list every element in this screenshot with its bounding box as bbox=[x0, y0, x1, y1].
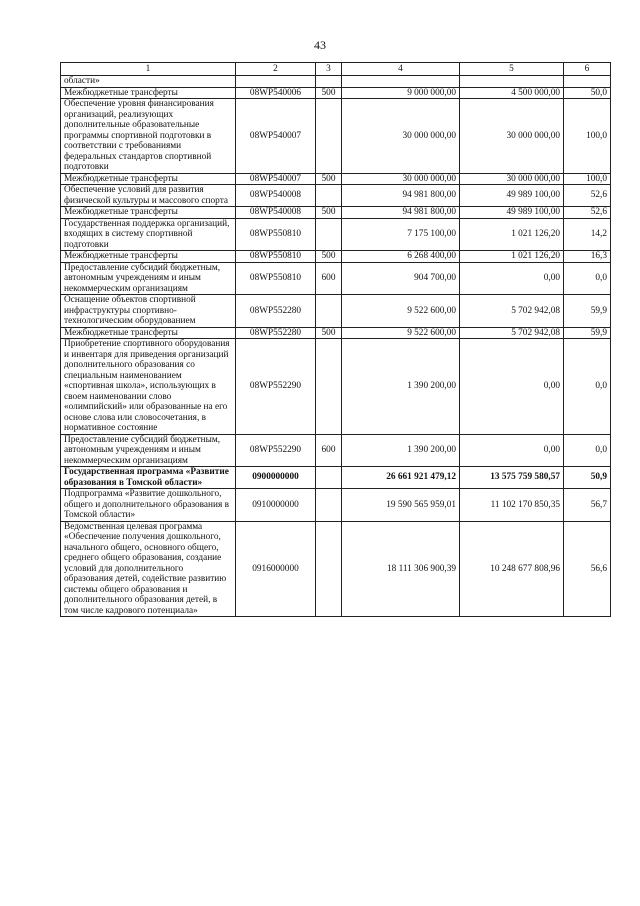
row-plan-amount-cell: 94 981 800,00 bbox=[342, 185, 460, 207]
row-code-cell: 08WP552290 bbox=[236, 339, 316, 435]
row-percent-cell: 14,2 bbox=[564, 218, 611, 251]
row-actual-amount-cell: 5 702 942,08 bbox=[460, 295, 564, 328]
row-percent-cell: 56,6 bbox=[564, 521, 611, 617]
row-plan-amount-cell: 904 700,00 bbox=[342, 262, 460, 295]
table-row bbox=[61, 173, 611, 185]
row-name-cell: Межбюджетные трансферты bbox=[61, 173, 236, 185]
row-code-cell: 08WP540006 bbox=[236, 87, 316, 99]
row-code-cell: 08WP552280 bbox=[236, 295, 316, 328]
row-name-cell: Подпрограмма «Развитие дошкольного, общего и дополнительного образования в Томской области» bbox=[61, 489, 236, 522]
page-number: 43 bbox=[314, 38, 326, 52]
row-name-cell: Обеспечение условий для развития физической культуры и массового спорта bbox=[61, 185, 236, 207]
row-name-cell: Межбюджетные трансферты bbox=[61, 207, 236, 219]
row-expense-type-cell bbox=[316, 489, 342, 522]
row-plan-amount-cell bbox=[342, 76, 460, 88]
row-percent-cell: 52,6 bbox=[564, 185, 611, 207]
row-expense-type-cell: 500 bbox=[316, 207, 342, 219]
row-plan-amount-cell: 1 390 200,00 bbox=[342, 339, 460, 435]
row-expense-type-cell: 500 bbox=[316, 173, 342, 185]
table-row bbox=[61, 207, 611, 219]
row-actual-amount-cell: 49 989 100,00 bbox=[460, 207, 564, 219]
row-actual-amount-cell: 4 500 000,00 bbox=[460, 87, 564, 99]
table-row bbox=[61, 99, 611, 174]
row-percent-cell: 52,6 bbox=[564, 207, 611, 219]
row-actual-amount-cell: 1 021 126,20 bbox=[460, 218, 564, 251]
row-percent-cell: 0,0 bbox=[564, 434, 611, 467]
row-code-cell: 08WP550810 bbox=[236, 262, 316, 295]
row-expense-type-cell bbox=[316, 99, 342, 174]
row-percent-cell: 100,0 bbox=[564, 99, 611, 174]
row-name-cell: Государственная программа «Развитие образования в Томской области» bbox=[61, 467, 236, 489]
row-actual-amount-cell: 49 989 100,00 bbox=[460, 185, 564, 207]
row-expense-type-cell bbox=[316, 295, 342, 328]
row-actual-amount-cell: 30 000 000,00 bbox=[460, 99, 564, 174]
row-expense-type-cell: 500 bbox=[316, 327, 342, 339]
table-row bbox=[61, 295, 611, 328]
row-plan-amount-cell: 9 522 600,00 bbox=[342, 327, 460, 339]
row-name-cell: Обеспечение уровня финансирования организаций, реализующих дополнительные образовательные программы спортивной подготовки в соответствии с требованиями федеральных стандартов спортивной подготовки bbox=[61, 99, 236, 174]
row-expense-type-cell: 600 bbox=[316, 434, 342, 467]
row-code-cell: 08WP552280 bbox=[236, 327, 316, 339]
row-actual-amount-cell: 0,00 bbox=[460, 339, 564, 435]
row-code-cell bbox=[236, 76, 316, 88]
row-name-cell: Межбюджетные трансферты bbox=[61, 327, 236, 339]
row-actual-amount-cell: 30 000 000,00 bbox=[460, 173, 564, 185]
row-plan-amount-cell: 9 000 000,00 bbox=[342, 87, 460, 99]
row-expense-type-cell bbox=[316, 467, 342, 489]
row-actual-amount-cell bbox=[460, 76, 564, 88]
row-expense-type-cell: 500 bbox=[316, 87, 342, 99]
row-plan-amount-cell: 19 590 565 959,01 bbox=[342, 489, 460, 522]
row-actual-amount-cell: 10 248 677 808,96 bbox=[460, 521, 564, 617]
row-plan-amount-cell: 30 000 000,00 bbox=[342, 173, 460, 185]
row-percent-cell: 59,9 bbox=[564, 295, 611, 328]
row-expense-type-cell bbox=[316, 185, 342, 207]
row-name-cell: Ведомственная целевая программа «Обеспечение получения дошкольного, начального общего, основного общего, среднего общего образования, создание условий для дополнительного образования детей, содействие развитию системы общего образования и дополнительного образования детей, в том числе кадрового потенциала» bbox=[61, 521, 236, 617]
row-percent-cell: 50,0 bbox=[564, 87, 611, 99]
row-percent-cell: 0,0 bbox=[564, 339, 611, 435]
row-code-cell: 0900000000 bbox=[236, 467, 316, 489]
row-code-cell: 0910000000 bbox=[236, 489, 316, 522]
row-plan-amount-cell: 6 268 400,00 bbox=[342, 251, 460, 263]
row-percent-cell: 0,0 bbox=[564, 262, 611, 295]
column-header: 2 bbox=[236, 63, 316, 76]
table-row bbox=[61, 489, 611, 522]
row-code-cell: 08WP540008 bbox=[236, 185, 316, 207]
budget-table bbox=[60, 62, 611, 617]
row-expense-type-cell bbox=[316, 218, 342, 251]
row-plan-amount-cell: 9 522 600,00 bbox=[342, 295, 460, 328]
row-expense-type-cell: 600 bbox=[316, 262, 342, 295]
row-plan-amount-cell: 30 000 000,00 bbox=[342, 99, 460, 174]
row-actual-amount-cell: 0,00 bbox=[460, 434, 564, 467]
row-actual-amount-cell: 0,00 bbox=[460, 262, 564, 295]
table-row bbox=[61, 87, 611, 99]
table-row bbox=[61, 434, 611, 467]
table-row bbox=[61, 185, 611, 207]
row-expense-type-cell bbox=[316, 76, 342, 88]
row-code-cell: 08WP550810 bbox=[236, 251, 316, 263]
row-code-cell: 08WP552290 bbox=[236, 434, 316, 467]
row-percent-cell: 56,7 bbox=[564, 489, 611, 522]
row-percent-cell: 16,3 bbox=[564, 251, 611, 263]
row-code-cell: 08WP550810 bbox=[236, 218, 316, 251]
row-name-cell: Предоставление субсидий бюджетным, автономным учреждениям и иным некоммерческим организациям bbox=[61, 262, 236, 295]
column-header: 1 bbox=[61, 63, 236, 76]
table-row bbox=[61, 467, 611, 489]
row-actual-amount-cell: 1 021 126,20 bbox=[460, 251, 564, 263]
row-name-cell: Оснащение объектов спортивной инфраструктуры спортивно-технологическим оборудованием bbox=[61, 295, 236, 328]
table-header-row bbox=[61, 63, 611, 76]
row-actual-amount-cell: 5 702 942,08 bbox=[460, 327, 564, 339]
row-name-cell: Государственная поддержка организаций, входящих в систему спортивной подготовки bbox=[61, 218, 236, 251]
column-header: 5 bbox=[460, 63, 564, 76]
table-row bbox=[61, 76, 611, 88]
row-name-cell: Предоставление субсидий бюджетным, автономным учреждениям и иным некоммерческим организациям bbox=[61, 434, 236, 467]
row-actual-amount-cell: 13 575 759 580,57 bbox=[460, 467, 564, 489]
row-name-cell: Межбюджетные трансферты bbox=[61, 87, 236, 99]
row-expense-type-cell bbox=[316, 521, 342, 617]
row-plan-amount-cell: 26 661 921 479,12 bbox=[342, 467, 460, 489]
row-plan-amount-cell: 1 390 200,00 bbox=[342, 434, 460, 467]
row-code-cell: 0916000000 bbox=[236, 521, 316, 617]
table-row bbox=[61, 521, 611, 617]
table-row bbox=[61, 262, 611, 295]
table-row bbox=[61, 251, 611, 263]
row-percent-cell: 100,0 bbox=[564, 173, 611, 185]
row-name-cell: Межбюджетные трансферты bbox=[61, 251, 236, 263]
row-code-cell: 08WP540007 bbox=[236, 99, 316, 174]
row-percent-cell bbox=[564, 76, 611, 88]
row-percent-cell: 50,9 bbox=[564, 467, 611, 489]
row-plan-amount-cell: 94 981 800,00 bbox=[342, 207, 460, 219]
row-code-cell: 08WP540007 bbox=[236, 173, 316, 185]
row-name-cell: Приобретение спортивного оборудования и инвентаря для приведения организаций дополнительного образования со специальным наименованием «спортивная школа», использующих в своем наименовании слово «олимпийский» или образованные на его основе слова или словосочетания, в нормативное состояние bbox=[61, 339, 236, 435]
column-header: 3 bbox=[316, 63, 342, 76]
table-row bbox=[61, 339, 611, 435]
row-code-cell: 08WP540008 bbox=[236, 207, 316, 219]
column-header: 4 bbox=[342, 63, 460, 76]
table-row bbox=[61, 218, 611, 251]
row-expense-type-cell bbox=[316, 339, 342, 435]
row-plan-amount-cell: 18 111 306 900,39 bbox=[342, 521, 460, 617]
column-header: 6 bbox=[564, 63, 611, 76]
row-expense-type-cell: 500 bbox=[316, 251, 342, 263]
row-percent-cell: 59,9 bbox=[564, 327, 611, 339]
row-actual-amount-cell: 11 102 170 850,35 bbox=[460, 489, 564, 522]
row-plan-amount-cell: 7 175 100,00 bbox=[342, 218, 460, 251]
row-name-cell: области» bbox=[61, 76, 236, 88]
table-row bbox=[61, 327, 611, 339]
